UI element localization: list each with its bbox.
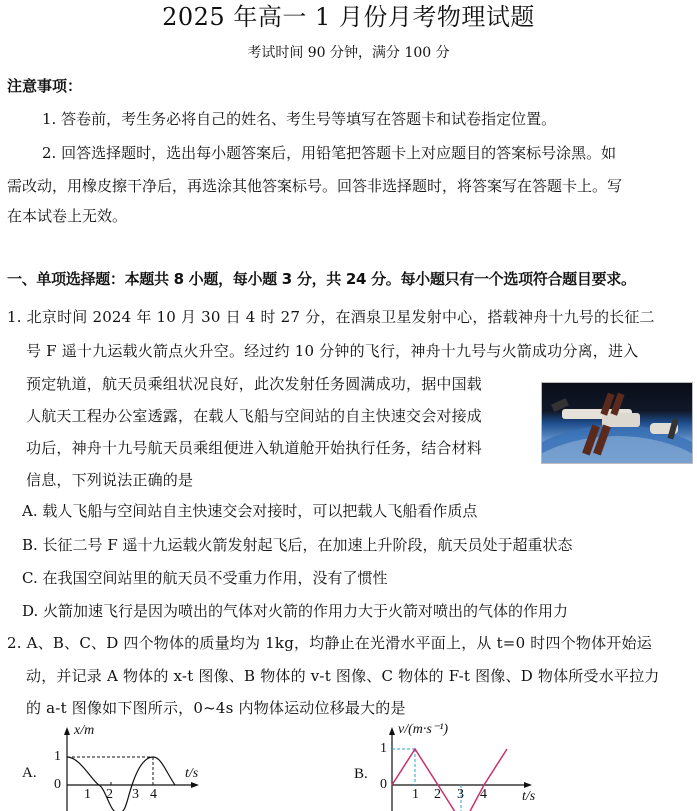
notice-item-2-end: 在本试卷上无效。: [7, 207, 128, 225]
graph-a-xlabel: t/s: [185, 766, 199, 781]
option-1b: B. 长征二号 F 遥十九运载火箭发射起飞后，在加速上升阶段，航天员处于超重状态: [22, 536, 573, 554]
question-2-line-1: 2. A、B、C、D 四个物体的质量均为 1kg，均静止在光滑水平面上，从 t=0 时四个物体开始运: [7, 634, 652, 652]
graph-b-xtick-3: 3: [457, 787, 464, 802]
graph-a-ytick-1: 1: [54, 749, 61, 764]
graph-a-origin: 0: [54, 777, 61, 792]
notice-item-2: 2. 回答选择题时，选出每小题答案后，用铅笔把答题卡上对应题目的答案标号涂黑。如: [42, 144, 617, 162]
option-1a: A. 载人飞船与空间站自主快速交会对接时，可以把载人飞船看作质点: [22, 502, 478, 520]
question-1-line-5: 功后，神舟十九号航天员乘组便进入轨道舱开始执行任务，结合材料: [26, 439, 483, 457]
question-1-line-1: 1. 北京时间 2024 年 10 月 30 日 4 时 27 分，在酒泉卫星发射中心，搭载神舟十九号的长征二: [7, 308, 655, 326]
notice-item-2-cont: 需改动，用橡皮擦干净后，再选涂其他答案标号。回答非选择题时，将答案写在答题卡上。写: [7, 177, 623, 195]
graph-b-xtick-1: 1: [412, 787, 419, 802]
graph-a-x-t: [0, 715, 260, 811]
graph-b-label: B.: [354, 766, 368, 782]
graph-a-xtick-4: 4: [150, 787, 157, 802]
question-1-line-6: 信息，下列说法正确的是: [26, 471, 194, 489]
graph-b-xtick-4: 4: [480, 787, 487, 802]
graph-a-ylabel: x/m: [74, 723, 95, 738]
question-1-line-2: 号 F 遥十九运载火箭点火升空。经过约 10 分钟的飞行，神舟十九号与火箭成功分离，进入: [26, 342, 639, 360]
section-heading: 一、单项选择题：本题共 8 小题，每小题 3 分，共 24 分。每小题只有一个选项符合题目要求。: [7, 270, 636, 288]
graph-b-xtick-2: 2: [434, 787, 441, 802]
graph-b-xlabel: t/s: [522, 789, 536, 804]
graph-b-ylabel: v/(m·s⁻¹): [398, 722, 449, 737]
exam-subtitle: 考试时间 90 分钟，满分 100 分: [247, 45, 450, 61]
question-1-line-3: 预定轨道，航天员乘组状况良好，此次发射任务圆满成功，据中国载: [26, 375, 483, 393]
graph-a-xtick-3: 3: [132, 787, 139, 802]
space-station-photo: [541, 382, 693, 464]
question-2-line-2: 动，并记录 A 物体的 x-t 图像、B 物体的 v-t 图像、C 物体的 F-t 图像、D 物体所受水平拉力: [26, 667, 660, 685]
graph-b-v-t: [340, 715, 600, 811]
graph-b-ytick-1: 1: [380, 741, 387, 756]
question-2-line-3: 的 a-t 图像如下图所示，0~4s 内物体运动位移最大的是: [26, 699, 406, 717]
option-1d: D. 火箭加速飞行是因为喷出的气体对火箭的作用力大于火箭对喷出的气体的作用力: [22, 602, 569, 620]
exam-title: 2025 年高一 1 月份月考物理试题: [162, 3, 535, 31]
notice-item-1: 1. 答卷前，考生务必将自己的姓名、考生号等填写在答题卡和试卷指定位置。: [42, 110, 557, 128]
graph-b-origin: 0: [380, 777, 387, 792]
notice-heading: 注意事项：: [7, 77, 83, 95]
option-1c: C. 在我国空间站里的航天员不受重力作用，没有了惯性: [22, 569, 388, 587]
graph-a-label: A.: [22, 765, 37, 781]
graph-a-xtick-2: 2: [106, 787, 113, 802]
graph-a-xtick-1: 1: [84, 787, 91, 802]
question-1-line-4: 人航天工程办公室透露，在载人飞船与空间站的自主快速交会对接成: [26, 407, 483, 425]
